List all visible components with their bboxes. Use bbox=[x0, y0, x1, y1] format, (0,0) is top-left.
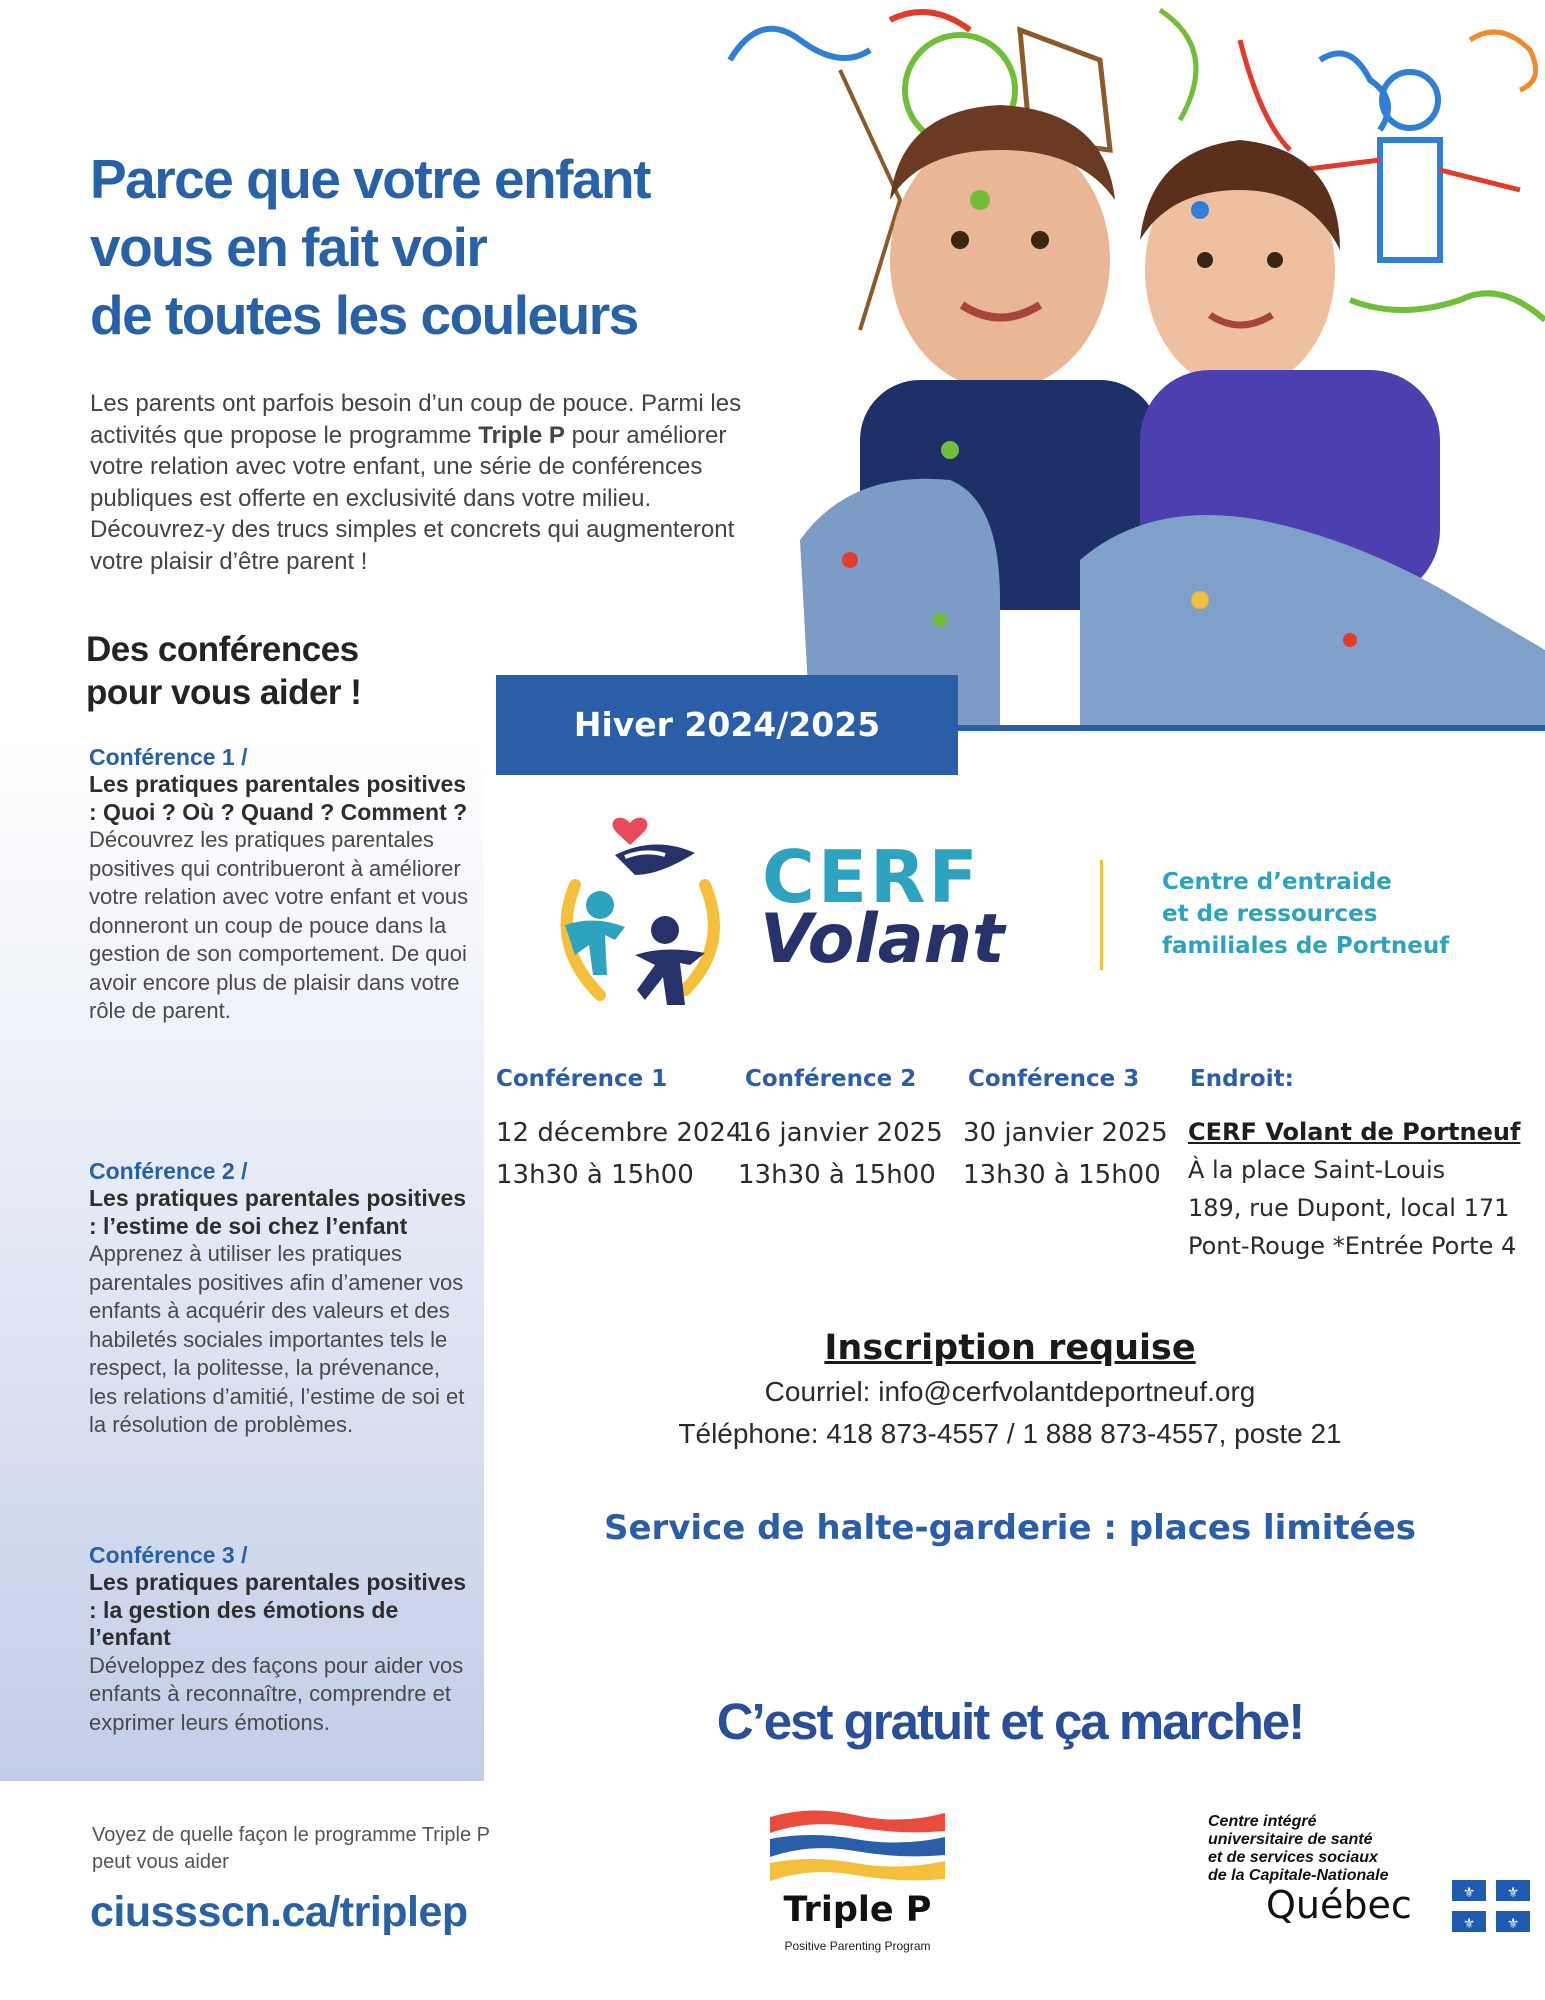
schedule-header-venue: Endroit: bbox=[1190, 1066, 1294, 1092]
ciusss-line-3: et de services sociaux bbox=[1208, 1849, 1378, 1866]
quebec-wordmark: Québec bbox=[1266, 1883, 1412, 1927]
conference-3-subtitle: Les pratiques parentales positives : la gestion des émotions de l’enfant bbox=[89, 1569, 467, 1650]
logo-tagline bbox=[1162, 866, 1482, 962]
session-3-time: 13h30 à 15h00 bbox=[963, 1160, 1161, 1190]
conference-1-subtitle: Les pratiques parentales positives : Quoi ? Où ? Quand ? Comment ? bbox=[89, 771, 468, 825]
triple-p-name: Triple P bbox=[783, 1890, 932, 1930]
logo-divider bbox=[1100, 860, 1103, 970]
schedule-header-3: Conférence 3 bbox=[968, 1066, 1140, 1092]
logo-wordmark-cerf: CERF bbox=[762, 835, 981, 919]
ciusss-line-1: Centre intégré bbox=[1208, 1813, 1317, 1830]
section-title-line-2: pour vous aider ! bbox=[86, 673, 362, 712]
registration-phone: Téléphone: 418 873-4557 / 1 888 873-4557, poste 21 bbox=[678, 1418, 1342, 1449]
schedule-session-2 bbox=[738, 1112, 943, 1196]
conference-sidebar bbox=[0, 735, 484, 1781]
headline-line-3: de toutes les couleurs bbox=[90, 284, 638, 346]
intro-program-name: Triple P bbox=[478, 421, 565, 449]
cerf-volant-logo-icon bbox=[545, 805, 735, 1015]
intro-paragraph bbox=[90, 388, 750, 577]
session-1-date: 12 décembre 2024 bbox=[496, 1118, 743, 1148]
conference-1-title: Conférence 1 / bbox=[89, 744, 248, 770]
footer-url: ciussscn.ca/triplep bbox=[90, 1888, 468, 1936]
session-1-time: 13h30 à 15h00 bbox=[496, 1160, 694, 1190]
conference-1-description: Découvrez les pratiques parentales positives qui contribueront à améliorer votre relation avec votre enfant et vous donneront un coup de pouce dans la gestion de son comportement. De quoi avoir encore plus de plaisir dans votre rôle de parent. bbox=[89, 827, 469, 1023]
venue-line-1: À la place Saint-Louis bbox=[1188, 1156, 1446, 1184]
session-2-date: 16 janvier 2025 bbox=[738, 1118, 943, 1148]
section-title bbox=[86, 628, 506, 714]
conference-3-block bbox=[89, 1541, 469, 1737]
logo-tagline-line-1: Centre d’entraide bbox=[1162, 869, 1392, 895]
season-divider-line bbox=[958, 725, 1545, 731]
logo-tagline-line-3: familiales de Portneuf bbox=[1162, 933, 1450, 959]
conference-2-description: Apprenez à utiliser les pratiques parentales positives afin d’amener vos enfants à acquérir des valeurs et des habiletés sociales importantes tels le respect, la politesse, la prévenance, les relations d’amitié, l’estime de soi et la résolution de problèmes. bbox=[89, 1241, 465, 1437]
registration-email: Courriel: info@cerfvolantdeportneuf.org bbox=[764, 1376, 1256, 1407]
svg-text:⚜: ⚜ bbox=[1462, 1885, 1476, 1901]
conference-1-block bbox=[89, 743, 469, 1026]
section-title-line-1: Des conférences bbox=[86, 630, 359, 669]
schedule-header-2: Conférence 2 bbox=[745, 1066, 917, 1092]
intro-part-2: pour améliorer votre relation avec votre enfant, une série de conférences publiques est offerte en exclusivité dans votre milieu. Découvrez-y des trucs simples et concrets qui augmenteront votre plaisir d’être parent ! bbox=[90, 421, 735, 575]
intro-part-1: Les parents ont parfois besoin d’un coup de pouce. Parmi les activités que propose le programme bbox=[90, 390, 742, 449]
conference-3-description: Développez des façons pour aider vos enfants à reconnaître, comprendre et exprimer leurs émotions. bbox=[89, 1652, 464, 1735]
free-tagline: C’est gratuit et ça marche! bbox=[716, 1693, 1304, 1750]
headline bbox=[90, 145, 790, 349]
conference-2-subtitle: Les pratiques parentales positives : l’estime de soi chez l’enfant bbox=[89, 1185, 467, 1239]
venue-line-3: Pont-Rouge *Entrée Porte 4 bbox=[1188, 1232, 1517, 1260]
footer-text: Voyez de quelle façon le programme Triple P peut vous aider bbox=[92, 1824, 490, 1873]
ciusss-label bbox=[1208, 1813, 1458, 1885]
quebec-flag-icon bbox=[1452, 1880, 1530, 1932]
ciusss-line-2: universitaire de santé bbox=[1208, 1831, 1373, 1848]
triple-p-tagline: Positive Parenting Program bbox=[784, 1939, 931, 1953]
session-3-date: 30 janvier 2025 bbox=[963, 1118, 1168, 1148]
conference-2-block bbox=[89, 1157, 469, 1440]
schedule-session-1 bbox=[496, 1112, 743, 1196]
conference-2-title: Conférence 2 / bbox=[89, 1158, 248, 1184]
svg-text:⚜: ⚜ bbox=[1506, 1916, 1520, 1932]
venue-line-2: 189, rue Dupont, local 171 bbox=[1188, 1194, 1510, 1222]
childcare-notice: Service de halte-garderie : places limitées bbox=[603, 1508, 1417, 1548]
schedule-header-1: Conférence 1 bbox=[496, 1066, 668, 1092]
svg-text:⚜: ⚜ bbox=[1506, 1885, 1520, 1901]
session-2-time: 13h30 à 15h00 bbox=[738, 1160, 936, 1190]
conference-3-title: Conférence 3 / bbox=[89, 1542, 248, 1568]
schedule-session-3 bbox=[963, 1112, 1168, 1196]
svg-text:⚜: ⚜ bbox=[1462, 1916, 1476, 1932]
venue-name: CERF Volant de Portneuf bbox=[1188, 1118, 1521, 1146]
ciusss-line-4: de la Capitale-Nationale bbox=[1208, 1867, 1389, 1884]
registration-title: Inscription requise bbox=[824, 1328, 1196, 1368]
headline-line-2: vous en fait voir bbox=[90, 216, 487, 278]
logo-wordmark-volant: Volant bbox=[760, 900, 1005, 979]
logo-tagline-line-2: et de ressources bbox=[1162, 901, 1378, 927]
schedule-venue bbox=[1188, 1113, 1538, 1265]
season-label: Hiver 2024/2025 bbox=[573, 705, 881, 744]
headline-line-1: Parce que votre enfant bbox=[90, 148, 650, 210]
children-photo bbox=[700, 0, 1545, 725]
registration-block bbox=[560, 1325, 1460, 1455]
